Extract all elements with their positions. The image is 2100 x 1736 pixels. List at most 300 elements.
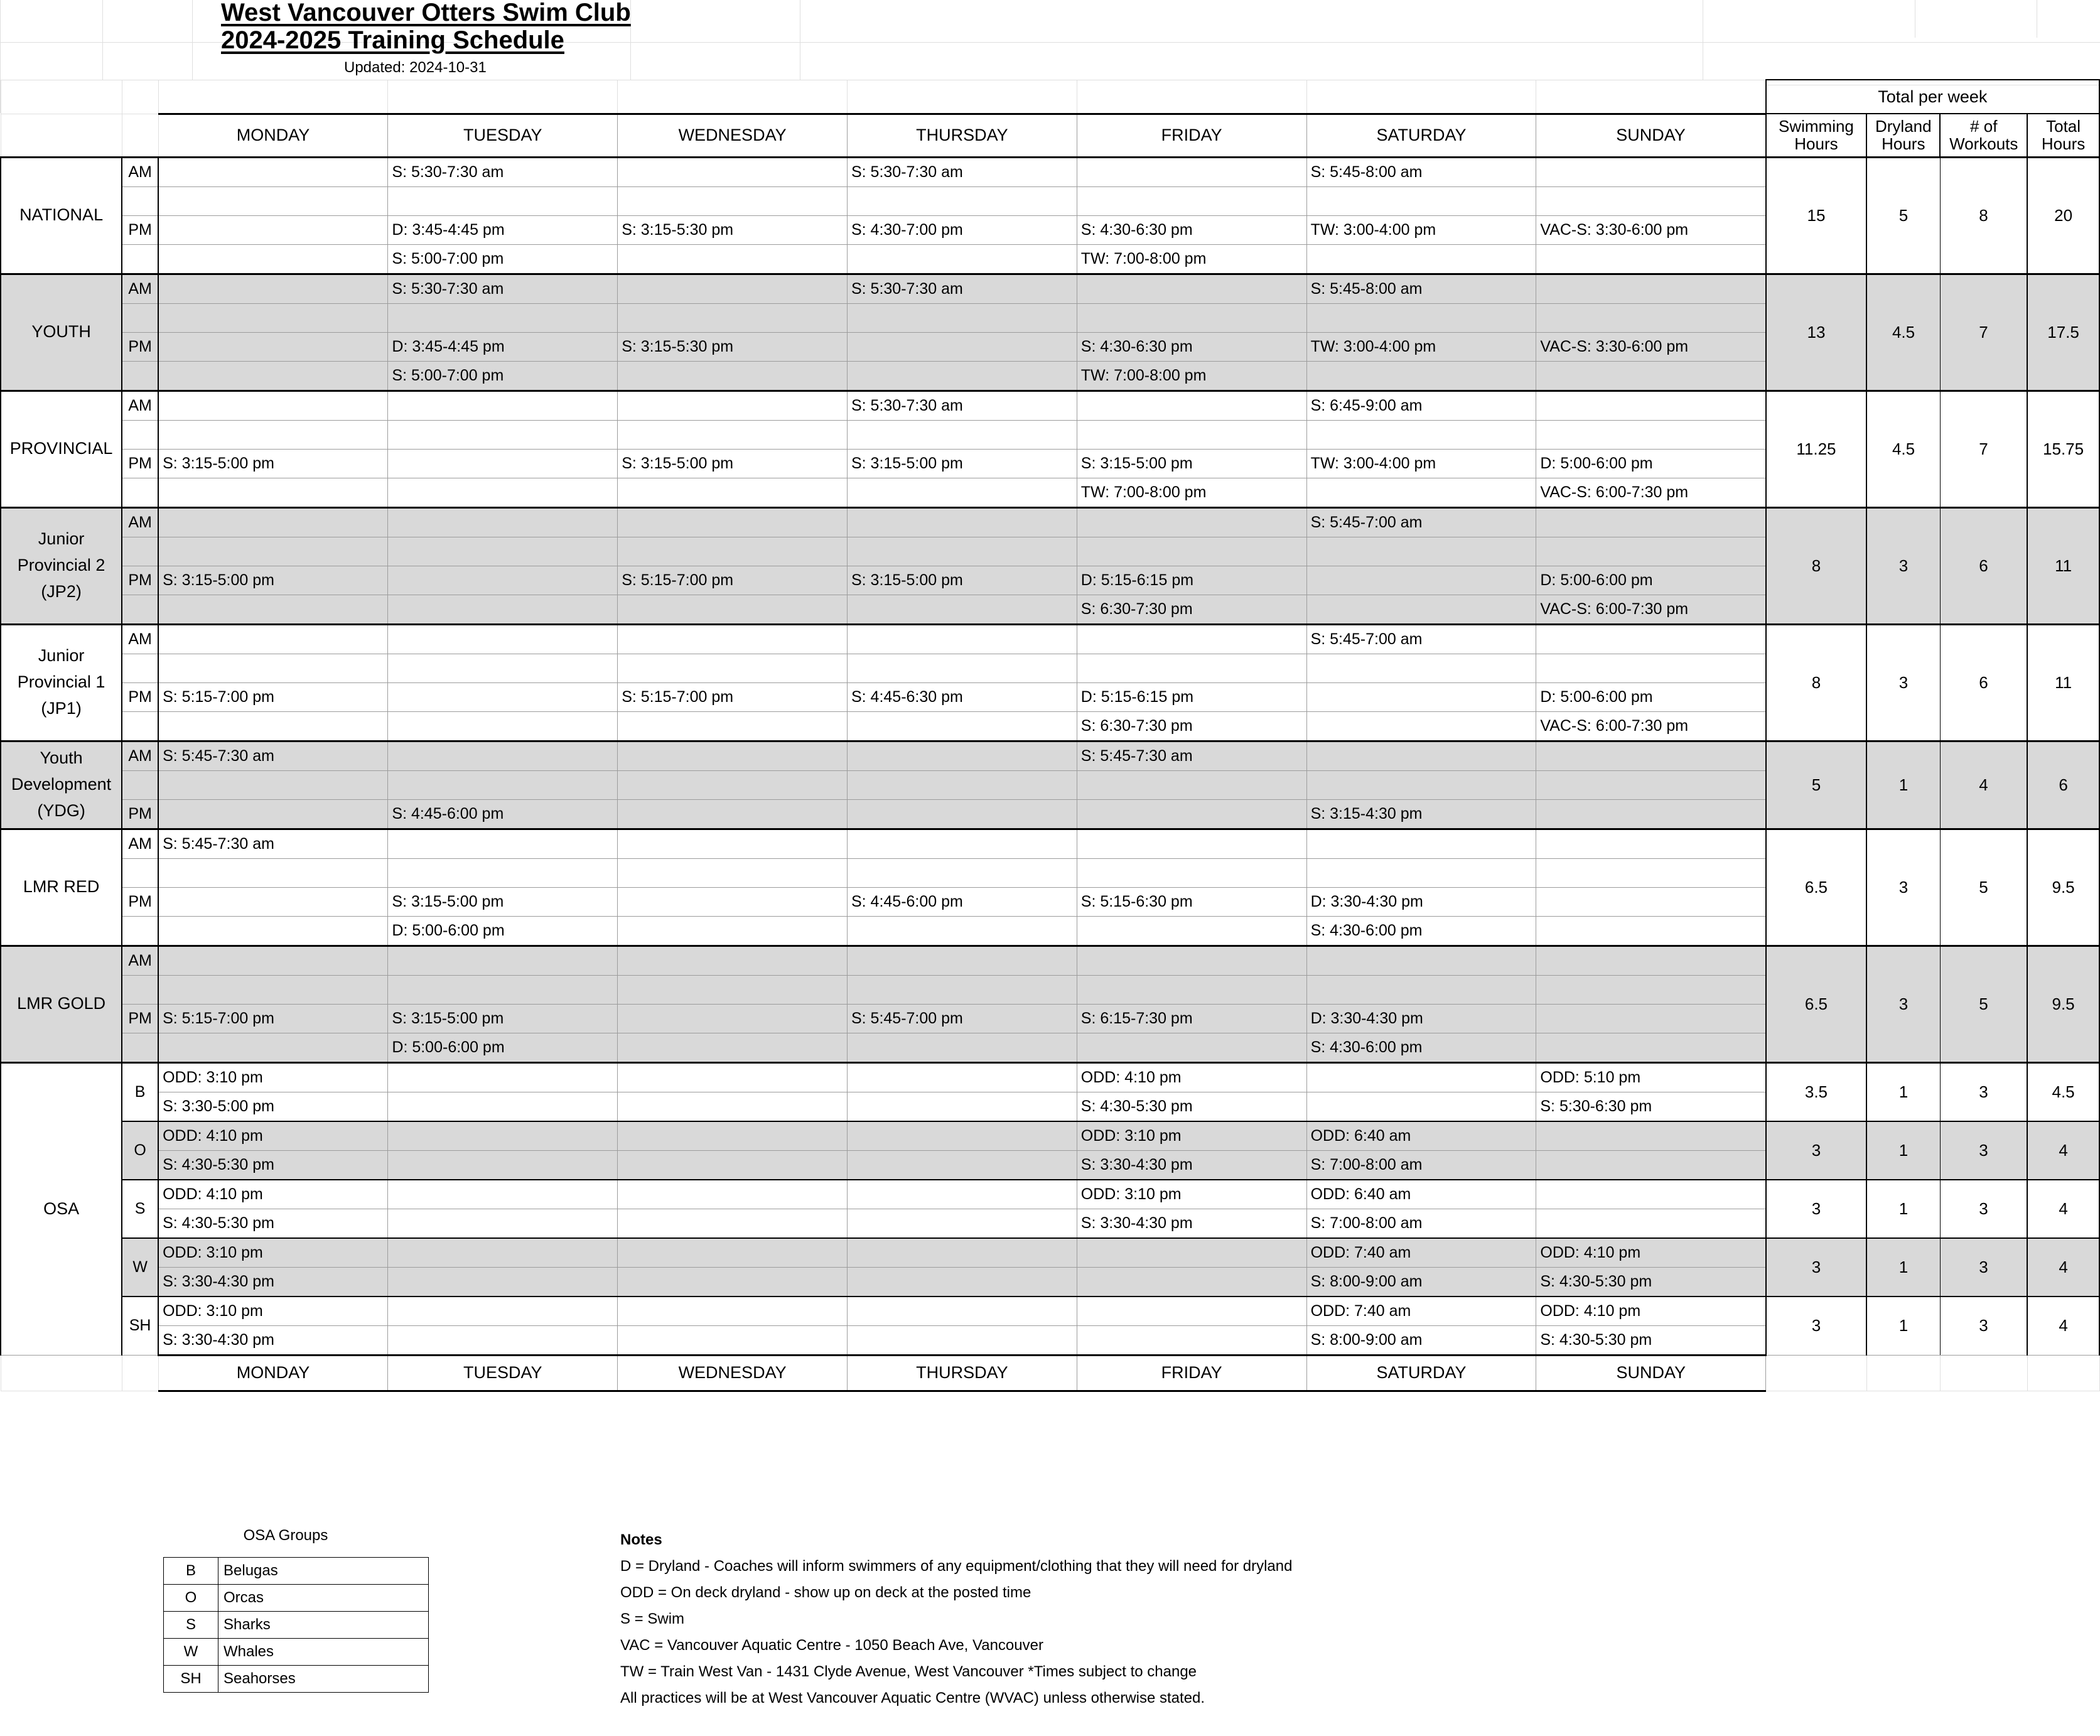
slot-tuesday: S: 5:30-7:30 am bbox=[388, 157, 618, 186]
slot-thursday bbox=[847, 332, 1077, 361]
slot-saturday bbox=[1306, 1092, 1536, 1121]
footer-spacer bbox=[1, 1355, 122, 1391]
slot-saturday bbox=[1306, 682, 1536, 711]
total-workouts: 7 bbox=[1940, 274, 2027, 391]
slot-friday bbox=[1077, 186, 1306, 215]
slot-friday bbox=[1077, 274, 1306, 303]
slot-friday bbox=[1077, 799, 1306, 829]
ampm-blank bbox=[122, 916, 158, 946]
legend-row bbox=[164, 1666, 429, 1693]
slot-thursday bbox=[847, 1033, 1077, 1062]
slot-friday: S: 5:15-6:30 pm bbox=[1077, 887, 1306, 916]
slot-thursday: S: 4:45-6:30 pm bbox=[847, 682, 1077, 711]
slot-monday: S: 3:15-5:00 pm bbox=[158, 449, 388, 478]
training-schedule-table bbox=[0, 79, 2100, 1392]
slot-wednesday bbox=[618, 858, 848, 887]
slot-friday: S: 3:30-4:30 pm bbox=[1077, 1209, 1306, 1238]
osa-subgroup-code-b: B bbox=[122, 1062, 158, 1121]
slot-saturday: S: 6:45-9:00 am bbox=[1306, 391, 1536, 420]
footer-spacer bbox=[1866, 1355, 1940, 1391]
osa-schedule-row bbox=[1, 1238, 2099, 1268]
osa-groups-legend bbox=[163, 1557, 429, 1693]
legend-row bbox=[164, 1639, 429, 1666]
slot-monday: ODD: 3:10 pm bbox=[158, 1297, 388, 1326]
slot-monday: S: 3:30-5:00 pm bbox=[158, 1092, 388, 1121]
slot-saturday bbox=[1306, 975, 1536, 1004]
slot-sunday bbox=[1536, 157, 1766, 186]
slot-wednesday bbox=[618, 1092, 848, 1121]
slot-saturday: ODD: 6:40 am bbox=[1306, 1180, 1536, 1209]
ampm-label-am: AM bbox=[122, 829, 158, 858]
ampm-blank bbox=[122, 858, 158, 887]
ampm-blank bbox=[122, 186, 158, 215]
total-total: 4.5 bbox=[2027, 1062, 2099, 1121]
slot-monday bbox=[158, 1033, 388, 1062]
slot-tuesday bbox=[388, 420, 618, 449]
slot-thursday: S: 4:45-6:00 pm bbox=[847, 887, 1077, 916]
slot-monday bbox=[158, 799, 388, 829]
total-swimming: 13 bbox=[1766, 274, 1867, 391]
ampm-label-am: AM bbox=[122, 391, 158, 420]
slot-tuesday bbox=[388, 770, 618, 799]
slot-sunday: D: 5:00-6:00 pm bbox=[1536, 682, 1766, 711]
slot-wednesday bbox=[618, 654, 848, 682]
slot-saturday: S: 5:45-8:00 am bbox=[1306, 274, 1536, 303]
slot-wednesday bbox=[618, 887, 848, 916]
slot-monday bbox=[158, 478, 388, 507]
slot-monday: ODD: 3:10 pm bbox=[158, 1062, 388, 1092]
slot-monday bbox=[158, 770, 388, 799]
slot-thursday bbox=[847, 507, 1077, 537]
total-dryland: 3 bbox=[1866, 624, 1940, 741]
slot-sunday: S: 4:30-5:30 pm bbox=[1536, 1325, 1766, 1355]
slot-friday: ODD: 3:10 pm bbox=[1077, 1121, 1306, 1151]
slot-sunday bbox=[1536, 507, 1766, 537]
slot-saturday: D: 3:30-4:30 pm bbox=[1306, 1004, 1536, 1033]
slot-friday: TW: 7:00-8:00 pm bbox=[1077, 361, 1306, 391]
total-dryland: 1 bbox=[1866, 1121, 1940, 1180]
slot-monday: S: 3:15-5:00 pm bbox=[158, 566, 388, 595]
osa-subgroup-code-o: O bbox=[122, 1121, 158, 1180]
slot-monday bbox=[158, 887, 388, 916]
ampm-blank bbox=[122, 478, 158, 507]
spacer-cell bbox=[122, 80, 158, 114]
slot-thursday bbox=[847, 361, 1077, 391]
slot-saturday: S: 5:45-8:00 am bbox=[1306, 157, 1536, 186]
slot-saturday bbox=[1306, 711, 1536, 741]
slot-sunday bbox=[1536, 420, 1766, 449]
day-header-sunday: SUNDAY bbox=[1536, 114, 1766, 157]
slot-wednesday bbox=[618, 975, 848, 1004]
legend-row bbox=[164, 1585, 429, 1612]
osa-schedule-row bbox=[1, 1180, 2099, 1209]
total-swimming: 5 bbox=[1766, 741, 1867, 829]
ampm-blank bbox=[122, 770, 158, 799]
total-workouts: 3 bbox=[1940, 1297, 2027, 1356]
slot-wednesday bbox=[618, 1325, 848, 1355]
slot-wednesday bbox=[618, 1267, 848, 1297]
slot-thursday bbox=[847, 1209, 1077, 1238]
ampm-label-pm: PM bbox=[122, 1004, 158, 1033]
slot-sunday bbox=[1536, 975, 1766, 1004]
total-total: 15.75 bbox=[2027, 391, 2099, 507]
slot-saturday: S: 7:00-8:00 am bbox=[1306, 1150, 1536, 1180]
slot-monday bbox=[158, 361, 388, 391]
day-header-friday: FRIDAY bbox=[1077, 114, 1306, 157]
slot-thursday bbox=[847, 711, 1077, 741]
slot-saturday bbox=[1306, 566, 1536, 595]
slot-friday: S: 4:30-5:30 pm bbox=[1077, 1092, 1306, 1121]
slot-thursday bbox=[847, 1150, 1077, 1180]
slot-tuesday: S: 3:15-5:00 pm bbox=[388, 1004, 618, 1033]
total-workouts: 8 bbox=[1940, 157, 2027, 274]
slot-friday: S: 6:15-7:30 pm bbox=[1077, 1004, 1306, 1033]
day-header-tuesday: TUESDAY bbox=[388, 114, 618, 157]
slot-wednesday bbox=[618, 537, 848, 566]
slot-thursday bbox=[847, 537, 1077, 566]
title-block bbox=[0, 0, 2100, 77]
ampm-label-pm: PM bbox=[122, 682, 158, 711]
slot-thursday bbox=[847, 303, 1077, 332]
slot-thursday bbox=[847, 946, 1077, 975]
schedule-row bbox=[1, 829, 2099, 858]
slot-tuesday bbox=[388, 537, 618, 566]
total-swimming: 6.5 bbox=[1766, 829, 1867, 946]
slot-tuesday bbox=[388, 1062, 618, 1092]
osa-schedule-row bbox=[1, 1121, 2099, 1151]
slot-tuesday bbox=[388, 624, 618, 654]
slot-monday bbox=[158, 303, 388, 332]
slot-friday bbox=[1077, 1325, 1306, 1355]
slot-tuesday bbox=[388, 1297, 618, 1326]
slot-monday bbox=[158, 946, 388, 975]
slot-saturday: TW: 3:00-4:00 pm bbox=[1306, 449, 1536, 478]
legend-code-w: W bbox=[164, 1639, 218, 1666]
slot-saturday bbox=[1306, 478, 1536, 507]
slot-tuesday bbox=[388, 829, 618, 858]
slot-tuesday: S: 3:15-5:00 pm bbox=[388, 887, 618, 916]
slot-wednesday bbox=[618, 274, 848, 303]
slot-friday: S: 4:30-6:30 pm bbox=[1077, 332, 1306, 361]
slot-tuesday bbox=[388, 1180, 618, 1209]
slot-friday: D: 5:15-6:15 pm bbox=[1077, 682, 1306, 711]
slot-friday bbox=[1077, 654, 1306, 682]
slot-thursday: S: 4:30-7:00 pm bbox=[847, 215, 1077, 244]
slot-saturday: S: 8:00-9:00 am bbox=[1306, 1325, 1536, 1355]
footer-day-saturday: SATURDAY bbox=[1306, 1355, 1536, 1391]
slot-friday bbox=[1077, 507, 1306, 537]
slot-friday: TW: 7:00-8:00 pm bbox=[1077, 244, 1306, 274]
slot-friday bbox=[1077, 157, 1306, 186]
total-total: 4 bbox=[2027, 1121, 2099, 1180]
slot-wednesday bbox=[618, 1238, 848, 1268]
slot-saturday: S: 3:15-4:30 pm bbox=[1306, 799, 1536, 829]
legend-name-whales: Whales bbox=[218, 1639, 429, 1666]
slot-thursday bbox=[847, 595, 1077, 624]
group-name-youth-development-ydg-: Youth Development (YDG) bbox=[1, 741, 122, 829]
slot-saturday bbox=[1306, 595, 1536, 624]
total-dryland: 3 bbox=[1866, 946, 1940, 1062]
slot-monday: S: 3:30-4:30 pm bbox=[158, 1267, 388, 1297]
slot-saturday bbox=[1306, 741, 1536, 770]
ampm-blank bbox=[122, 975, 158, 1004]
slot-tuesday bbox=[388, 1267, 618, 1297]
slot-saturday: D: 3:30-4:30 pm bbox=[1306, 887, 1536, 916]
totals-group-header-row bbox=[1, 80, 2099, 114]
slot-tuesday bbox=[388, 303, 618, 332]
slot-wednesday bbox=[618, 1062, 848, 1092]
slot-wednesday: S: 3:15-5:30 pm bbox=[618, 215, 848, 244]
slot-tuesday bbox=[388, 595, 618, 624]
total-workouts: 6 bbox=[1940, 624, 2027, 741]
slot-saturday: TW: 3:00-4:00 pm bbox=[1306, 215, 1536, 244]
slot-friday bbox=[1077, 537, 1306, 566]
club-name: West Vancouver Otters Swim Club bbox=[221, 0, 631, 26]
group-name-osa: OSA bbox=[1, 1062, 122, 1355]
slot-wednesday bbox=[618, 1150, 848, 1180]
slot-saturday: S: 8:00-9:00 am bbox=[1306, 1267, 1536, 1297]
slot-monday bbox=[158, 420, 388, 449]
slot-sunday bbox=[1536, 946, 1766, 975]
slot-saturday: TW: 3:00-4:00 pm bbox=[1306, 332, 1536, 361]
slot-friday bbox=[1077, 391, 1306, 420]
total-workouts: 5 bbox=[1940, 946, 2027, 1062]
slot-saturday bbox=[1306, 244, 1536, 274]
slot-friday: S: 5:45-7:30 am bbox=[1077, 741, 1306, 770]
slot-thursday bbox=[847, 770, 1077, 799]
spacer-cell bbox=[1306, 80, 1536, 114]
slot-tuesday bbox=[388, 858, 618, 887]
slot-wednesday bbox=[618, 507, 848, 537]
slot-sunday bbox=[1536, 654, 1766, 682]
slot-saturday: S: 7:00-8:00 am bbox=[1306, 1209, 1536, 1238]
slot-thursday bbox=[847, 1092, 1077, 1121]
slot-thursday bbox=[847, 1325, 1077, 1355]
total-total: 9.5 bbox=[2027, 829, 2099, 946]
total-workouts: 7 bbox=[1940, 391, 2027, 507]
note-line-4: TW = Train West Van - 1431 Clyde Avenue, West Vancouver *Times subject to change bbox=[620, 1663, 1197, 1680]
total-swimming: 3 bbox=[1766, 1180, 1867, 1238]
totals-header-1: Dryland Hours bbox=[1866, 114, 1940, 157]
slot-tuesday bbox=[388, 449, 618, 478]
slot-saturday bbox=[1306, 303, 1536, 332]
slot-sunday bbox=[1536, 1180, 1766, 1209]
slot-monday: ODD: 4:10 pm bbox=[158, 1121, 388, 1151]
total-total: 4 bbox=[2027, 1297, 2099, 1356]
slot-monday bbox=[158, 157, 388, 186]
slot-tuesday bbox=[388, 1209, 618, 1238]
slot-sunday bbox=[1536, 186, 1766, 215]
total-workouts: 5 bbox=[1940, 829, 2027, 946]
slot-sunday bbox=[1536, 799, 1766, 829]
total-swimming: 11.25 bbox=[1766, 391, 1867, 507]
slot-wednesday bbox=[618, 391, 848, 420]
slot-thursday bbox=[847, 858, 1077, 887]
slot-monday: ODD: 3:10 pm bbox=[158, 1238, 388, 1268]
slot-monday: S: 3:30-4:30 pm bbox=[158, 1325, 388, 1355]
slot-sunday: ODD: 5:10 pm bbox=[1536, 1062, 1766, 1092]
legend-name-sharks: Sharks bbox=[218, 1612, 429, 1639]
slot-sunday bbox=[1536, 624, 1766, 654]
note-line-2: S = Swim bbox=[620, 1610, 685, 1627]
slot-saturday: ODD: 7:40 am bbox=[1306, 1297, 1536, 1326]
slot-friday bbox=[1077, 916, 1306, 946]
slot-monday bbox=[158, 332, 388, 361]
ampm-label-am: AM bbox=[122, 507, 158, 537]
schedule-row bbox=[1, 741, 2099, 770]
slot-wednesday: S: 3:15-5:00 pm bbox=[618, 449, 848, 478]
ampm-blank bbox=[122, 303, 158, 332]
ampm-label-am: AM bbox=[122, 946, 158, 975]
ampm-blank bbox=[122, 595, 158, 624]
ampm-label-pm: PM bbox=[122, 449, 158, 478]
slot-thursday: S: 5:30-7:30 am bbox=[847, 391, 1077, 420]
slot-thursday bbox=[847, 799, 1077, 829]
slot-tuesday bbox=[388, 1092, 618, 1121]
legend-code-b: B bbox=[164, 1558, 218, 1585]
total-swimming: 3 bbox=[1766, 1121, 1867, 1180]
slot-tuesday: S: 5:00-7:00 pm bbox=[388, 244, 618, 274]
slot-sunday: ODD: 4:10 pm bbox=[1536, 1238, 1766, 1268]
legend-row bbox=[164, 1612, 429, 1639]
day-header-thursday: THURSDAY bbox=[847, 114, 1077, 157]
slot-friday: TW: 7:00-8:00 pm bbox=[1077, 478, 1306, 507]
slot-wednesday bbox=[618, 1180, 848, 1209]
slot-monday: S: 5:45-7:30 am bbox=[158, 829, 388, 858]
slot-thursday: S: 5:30-7:30 am bbox=[847, 274, 1077, 303]
slot-tuesday bbox=[388, 507, 618, 537]
total-swimming: 3 bbox=[1766, 1297, 1867, 1356]
slot-thursday bbox=[847, 1267, 1077, 1297]
slot-thursday bbox=[847, 1238, 1077, 1268]
footer-spacer bbox=[1940, 1355, 2027, 1391]
total-swimming: 3.5 bbox=[1766, 1062, 1867, 1121]
spacer-cell bbox=[1077, 80, 1306, 114]
slot-saturday: S: 5:45-7:00 am bbox=[1306, 507, 1536, 537]
slot-wednesday bbox=[618, 916, 848, 946]
slot-wednesday: S: 3:15-5:30 pm bbox=[618, 332, 848, 361]
slot-tuesday: D: 5:00-6:00 pm bbox=[388, 1033, 618, 1062]
slot-sunday: S: 5:30-6:30 pm bbox=[1536, 1092, 1766, 1121]
slot-tuesday bbox=[388, 391, 618, 420]
slot-monday bbox=[158, 858, 388, 887]
spacer-cell bbox=[1536, 80, 1766, 114]
total-workouts: 4 bbox=[1940, 741, 2027, 829]
slot-thursday bbox=[847, 1121, 1077, 1151]
slot-friday bbox=[1077, 829, 1306, 858]
spacer-cell bbox=[158, 80, 388, 114]
note-line-0: D = Dryland - Coaches will inform swimmers of any equipment/clothing that they will need for dryland bbox=[620, 1558, 1293, 1575]
total-swimming: 8 bbox=[1766, 507, 1867, 624]
slot-tuesday bbox=[388, 741, 618, 770]
slot-wednesday bbox=[618, 711, 848, 741]
slot-sunday bbox=[1536, 858, 1766, 887]
slot-saturday bbox=[1306, 537, 1536, 566]
slot-tuesday bbox=[388, 1325, 618, 1355]
legend-name-belugas: Belugas bbox=[218, 1558, 429, 1585]
osa-schedule-row bbox=[1, 1297, 2099, 1326]
group-name-lmr-red: LMR RED bbox=[1, 829, 122, 946]
slot-saturday: ODD: 6:40 am bbox=[1306, 1121, 1536, 1151]
slot-thursday: S: 3:15-5:00 pm bbox=[847, 566, 1077, 595]
slot-thursday bbox=[847, 654, 1077, 682]
group-col-header bbox=[1, 114, 122, 157]
slot-friday bbox=[1077, 946, 1306, 975]
total-dryland: 1 bbox=[1866, 1180, 1940, 1238]
footer-spacer bbox=[122, 1355, 158, 1391]
slot-friday bbox=[1077, 303, 1306, 332]
total-dryland: 1 bbox=[1866, 1297, 1940, 1356]
total-dryland: 1 bbox=[1866, 1238, 1940, 1297]
footer-day-friday: FRIDAY bbox=[1077, 1355, 1306, 1391]
slot-sunday bbox=[1536, 361, 1766, 391]
slot-sunday: VAC-S: 3:30-6:00 pm bbox=[1536, 332, 1766, 361]
slot-saturday bbox=[1306, 1062, 1536, 1092]
slot-monday bbox=[158, 186, 388, 215]
slot-sunday bbox=[1536, 829, 1766, 858]
group-name-lmr-gold: LMR GOLD bbox=[1, 946, 122, 1062]
slot-saturday bbox=[1306, 829, 1536, 858]
slot-tuesday bbox=[388, 975, 618, 1004]
slot-wednesday bbox=[618, 244, 848, 274]
slot-wednesday bbox=[618, 157, 848, 186]
slot-thursday bbox=[847, 624, 1077, 654]
slot-wednesday: S: 5:15-7:00 pm bbox=[618, 682, 848, 711]
slot-friday bbox=[1077, 1238, 1306, 1268]
slot-sunday bbox=[1536, 1150, 1766, 1180]
slot-wednesday bbox=[618, 741, 848, 770]
slot-thursday bbox=[847, 741, 1077, 770]
ampm-col-header bbox=[122, 114, 158, 157]
slot-wednesday bbox=[618, 946, 848, 975]
slot-thursday bbox=[847, 1062, 1077, 1092]
slot-friday bbox=[1077, 1297, 1306, 1326]
slot-wednesday bbox=[618, 303, 848, 332]
slot-saturday bbox=[1306, 420, 1536, 449]
ampm-label-am: AM bbox=[122, 741, 158, 770]
ampm-blank bbox=[122, 537, 158, 566]
ampm-label-am: AM bbox=[122, 157, 158, 186]
total-per-week-header: Total per week bbox=[1766, 80, 2099, 114]
group-name-youth: YOUTH bbox=[1, 274, 122, 391]
slot-wednesday bbox=[618, 799, 848, 829]
note-line-1: ODD = On deck dryland - show up on deck at the posted time bbox=[620, 1584, 1031, 1601]
total-workouts: 3 bbox=[1940, 1180, 2027, 1238]
slot-wednesday bbox=[618, 624, 848, 654]
day-header-row bbox=[1, 114, 2099, 157]
schedule-row bbox=[1, 157, 2099, 186]
day-header-wednesday: WEDNESDAY bbox=[618, 114, 848, 157]
slot-thursday bbox=[847, 916, 1077, 946]
total-swimming: 8 bbox=[1766, 624, 1867, 741]
slot-sunday: D: 5:00-6:00 pm bbox=[1536, 566, 1766, 595]
slot-thursday bbox=[847, 478, 1077, 507]
total-total: 4 bbox=[2027, 1180, 2099, 1238]
slot-monday: S: 5:15-7:00 pm bbox=[158, 682, 388, 711]
slot-tuesday bbox=[388, 1121, 618, 1151]
slot-wednesday bbox=[618, 186, 848, 215]
total-workouts: 3 bbox=[1940, 1121, 2027, 1180]
slot-tuesday bbox=[388, 1150, 618, 1180]
ampm-label-pm: PM bbox=[122, 566, 158, 595]
slot-tuesday: D: 3:45-4:45 pm bbox=[388, 215, 618, 244]
slot-tuesday bbox=[388, 566, 618, 595]
total-dryland: 3 bbox=[1866, 829, 1940, 946]
slot-thursday bbox=[847, 186, 1077, 215]
slot-monday bbox=[158, 274, 388, 303]
slot-wednesday bbox=[618, 1121, 848, 1151]
ampm-blank bbox=[122, 1033, 158, 1062]
